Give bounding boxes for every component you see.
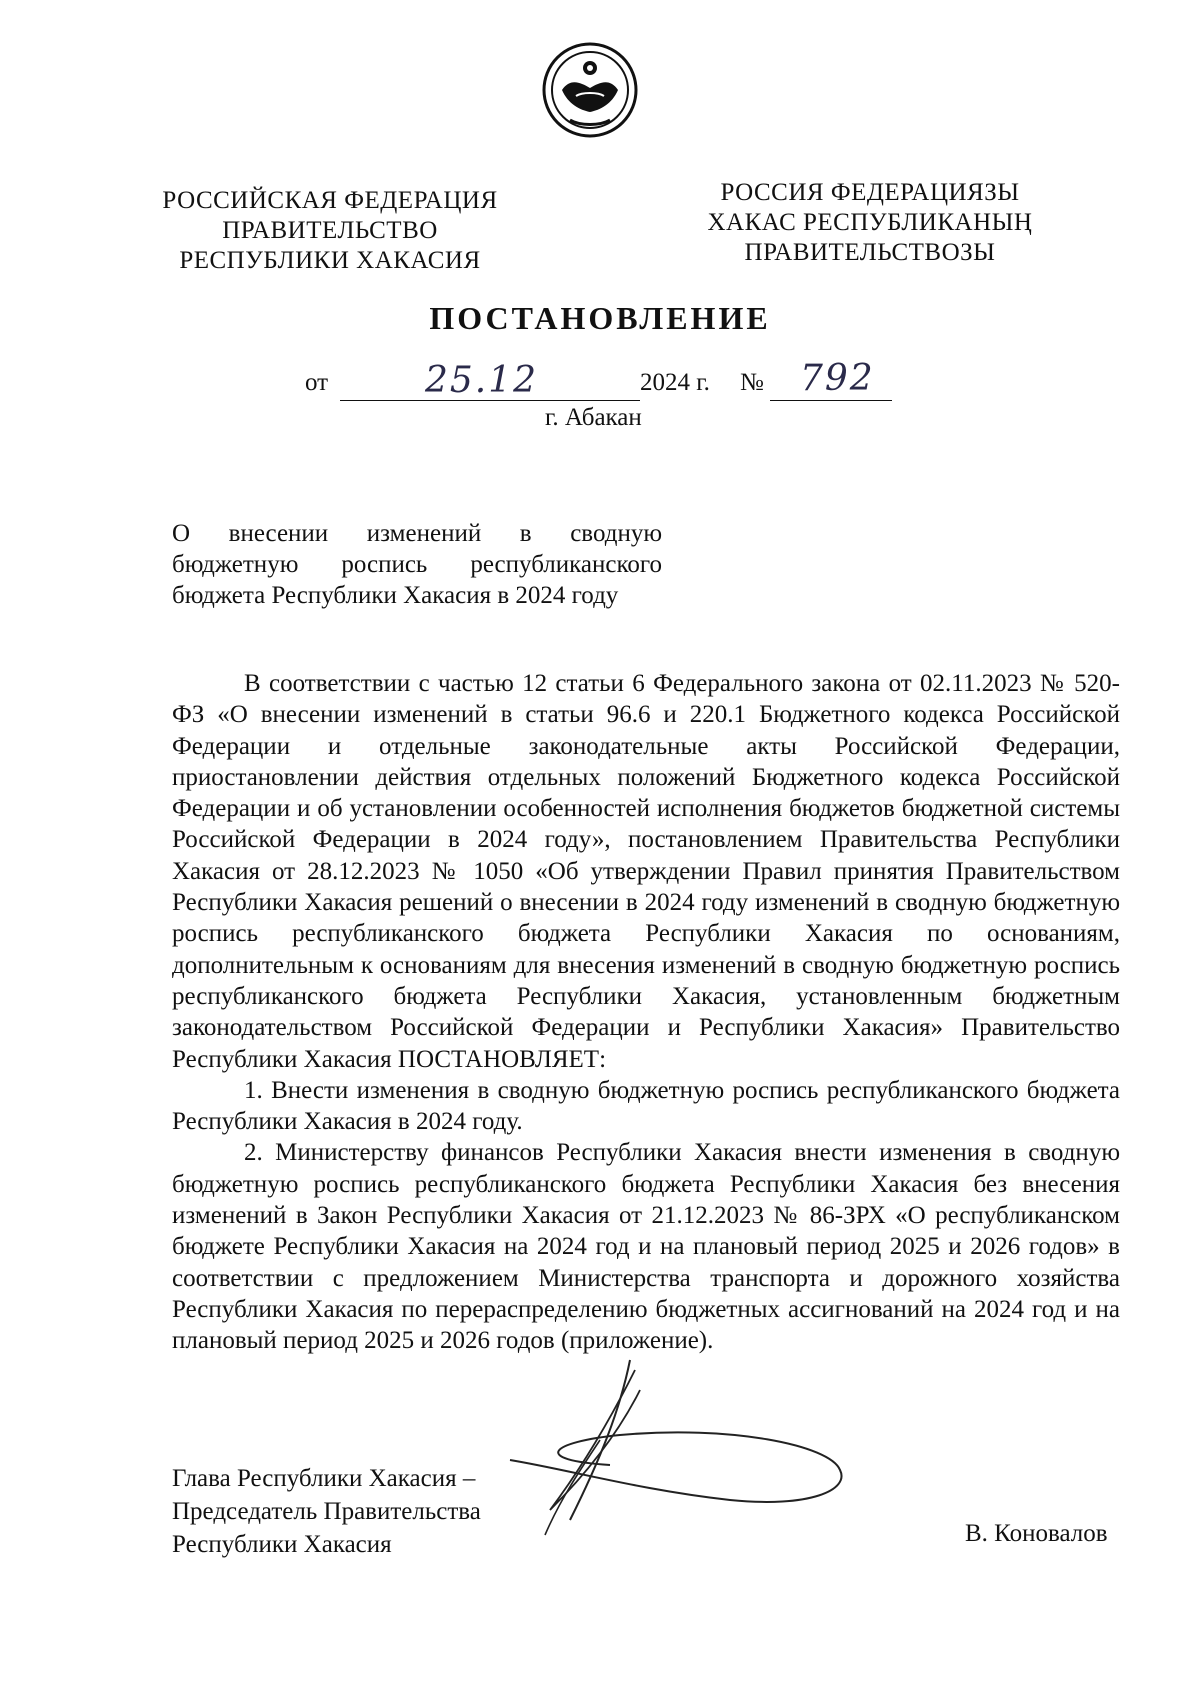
number-underline bbox=[770, 400, 892, 401]
signatory-position bbox=[172, 1462, 481, 1561]
subject-line: О внесении изменений в сводную bbox=[172, 520, 662, 547]
header-left-line: РОССИЙСКАЯ ФЕДЕРАЦИЯ bbox=[162, 187, 498, 214]
header-right-line: РОССИЯ ФЕДЕРАЦИЯЗЫ bbox=[720, 179, 1020, 206]
header-left-block bbox=[140, 186, 520, 276]
city-name: г. Абакан bbox=[545, 404, 642, 431]
document-subject bbox=[172, 518, 662, 611]
signatory-position-line: Республики Хакасия bbox=[172, 1531, 392, 1558]
body-paragraph-preamble: В соответствии с частью 12 статьи 6 Федерального закона от 02.11.2023 № 520-ФЗ «О внесении изменений в статьи 96.6 и 220.1 Бюджетного кодекса Российской Федерации и отдельные законодательные акты Российской Федерации, приостановлении действия отдельных положений Бюджетного кодекса Российской Федерации и об установлении особенностей исполнения бюджетов бюджетной системы Российской Федерации в 2024 году», постановлением Правительства Республики Хакасия от 28.12.2023 № 1050 «Об утверждении Правил принятия Правительством Республики Хакасия решений о внесении в 2024 году изменений в сводную бюджетную роспись республиканского бюджета Республики Хакасия по основаниям, дополнительным к основаниям для внесения изменений в сводную бюджетную роспись республиканского бюджета Республики Хакасия, установленным бюджетным законодательством Российской Федерации и Республики Хакасия» Правительство Республики Хакасия ПОСТАНОВЛЯЕТ: bbox=[172, 670, 1120, 1073]
header-left-line: ПРАВИТЕЛЬСТВО bbox=[222, 217, 438, 244]
subject-line: бюджета Республики Хакасия в 2024 году bbox=[172, 582, 619, 609]
header-left-line: РЕСПУБЛИКИ ХАКАСИЯ bbox=[179, 247, 481, 274]
subject-line: бюджетную роспись республиканского bbox=[172, 551, 662, 578]
handwritten-number: 792 bbox=[800, 358, 875, 399]
body-paragraph-item-1: 1. Внести изменения в сводную бюджетную роспись республиканского бюджета Республики Хакасия в 2024 году. bbox=[172, 1076, 1120, 1136]
signatory-name: В. Коновалов bbox=[965, 1520, 1108, 1547]
body-paragraph-item-2: 2. Министерству финансов Республики Хакасия внести изменения в сводную бюджетную роспись республиканского бюджета Республики Хакасия без внесения изменений в Закон Республики Хакасия от 21.12.2023 № 86-ЗРХ «О республиканском бюджете Республики Хакасия на 2024 год и на плановый период 2025 и 2026 годов» в соответствии с предложением Министерства транспорта и дорожного хозяйства Республики Хакасия по перераспределению бюджетных ассигнований на 2024 год и на плановый период 2025 и 2026 годов (приложение). bbox=[172, 1139, 1120, 1355]
document-year: 2024 г. bbox=[640, 369, 710, 396]
header-right-line: ПРАВИТЕЛЬСТВОЗЫ bbox=[744, 239, 996, 266]
header-right-block bbox=[680, 178, 1060, 268]
signatory-position-line: Глава Республики Хакасия – bbox=[172, 1465, 476, 1492]
coat-of-arms-emblem bbox=[540, 40, 640, 140]
document-body bbox=[172, 668, 1120, 1357]
handwritten-signature bbox=[490, 1350, 990, 1550]
number-sign: № bbox=[740, 369, 764, 396]
date-from-label: от bbox=[305, 369, 329, 396]
handwritten-date: 25.12 bbox=[425, 360, 539, 401]
header-right-line: ХАКАС РЕСПУБЛИКАНЫҢ bbox=[707, 209, 1033, 236]
signatory-position-line: Председатель Правительства bbox=[172, 1498, 481, 1525]
document-title: ПОСТАНОВЛЕНИЕ bbox=[429, 300, 771, 336]
